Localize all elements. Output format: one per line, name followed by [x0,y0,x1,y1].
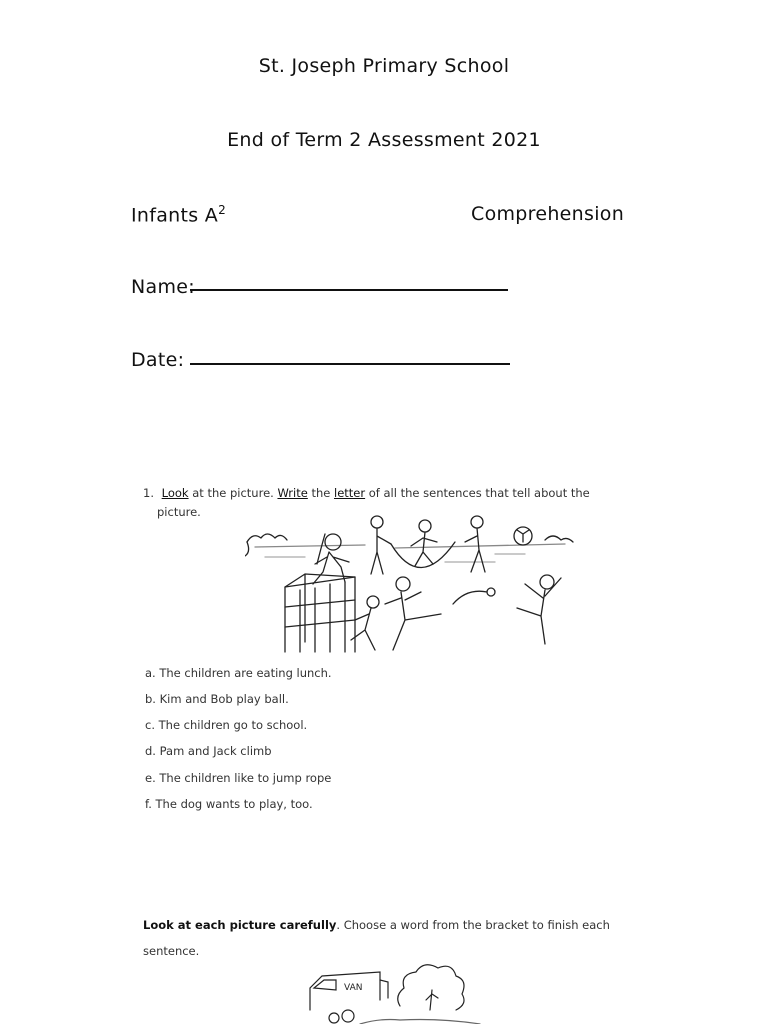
name-label: Name: [131,276,195,298]
van-label: VAN [344,983,363,993]
option-c: c. The children go to school. [145,718,308,732]
name-line[interactable] [190,289,508,291]
q1-text-part: of all the sentences that tell about the [365,486,590,500]
date-line[interactable] [190,363,510,365]
class-label [131,203,226,226]
question-number: 1. [143,486,154,500]
option-b: b. Kim and Bob play ball. [145,692,289,706]
word-letter: letter [334,486,366,500]
class-name: Infants A [131,204,219,227]
school-name: St. Joseph Primary School [258,55,510,77]
q1-text-part: at the picture. [188,486,278,500]
instruction-bold: Look at each picture carefully [143,918,337,932]
option-f: f. The dog wants to play, too. [145,797,313,811]
van-tree-illustration [300,960,500,1024]
instruction-rest: . Choose a word from the bracket to finish each [336,918,610,932]
date-label: Date: [131,349,185,371]
question-2-text [143,918,610,932]
word-write: Write [277,486,308,500]
class-superscript: 2 [218,203,227,217]
playground-illustration [245,512,575,657]
option-e: e. The children like to jump rope [145,771,332,785]
q1-text-part: the [307,486,335,500]
question-1-text-line2: picture. [157,505,201,519]
option-a: a. The children are eating lunch. [145,666,332,680]
question-2-text-line2: sentence. [143,944,200,958]
option-d: d. Pam and Jack climb [145,744,272,758]
question-1-text [143,486,590,500]
word-look: Look [161,486,189,500]
subject-label: Comprehension [471,203,625,225]
assessment-title: End of Term 2 Assessment 2021 [227,129,541,151]
